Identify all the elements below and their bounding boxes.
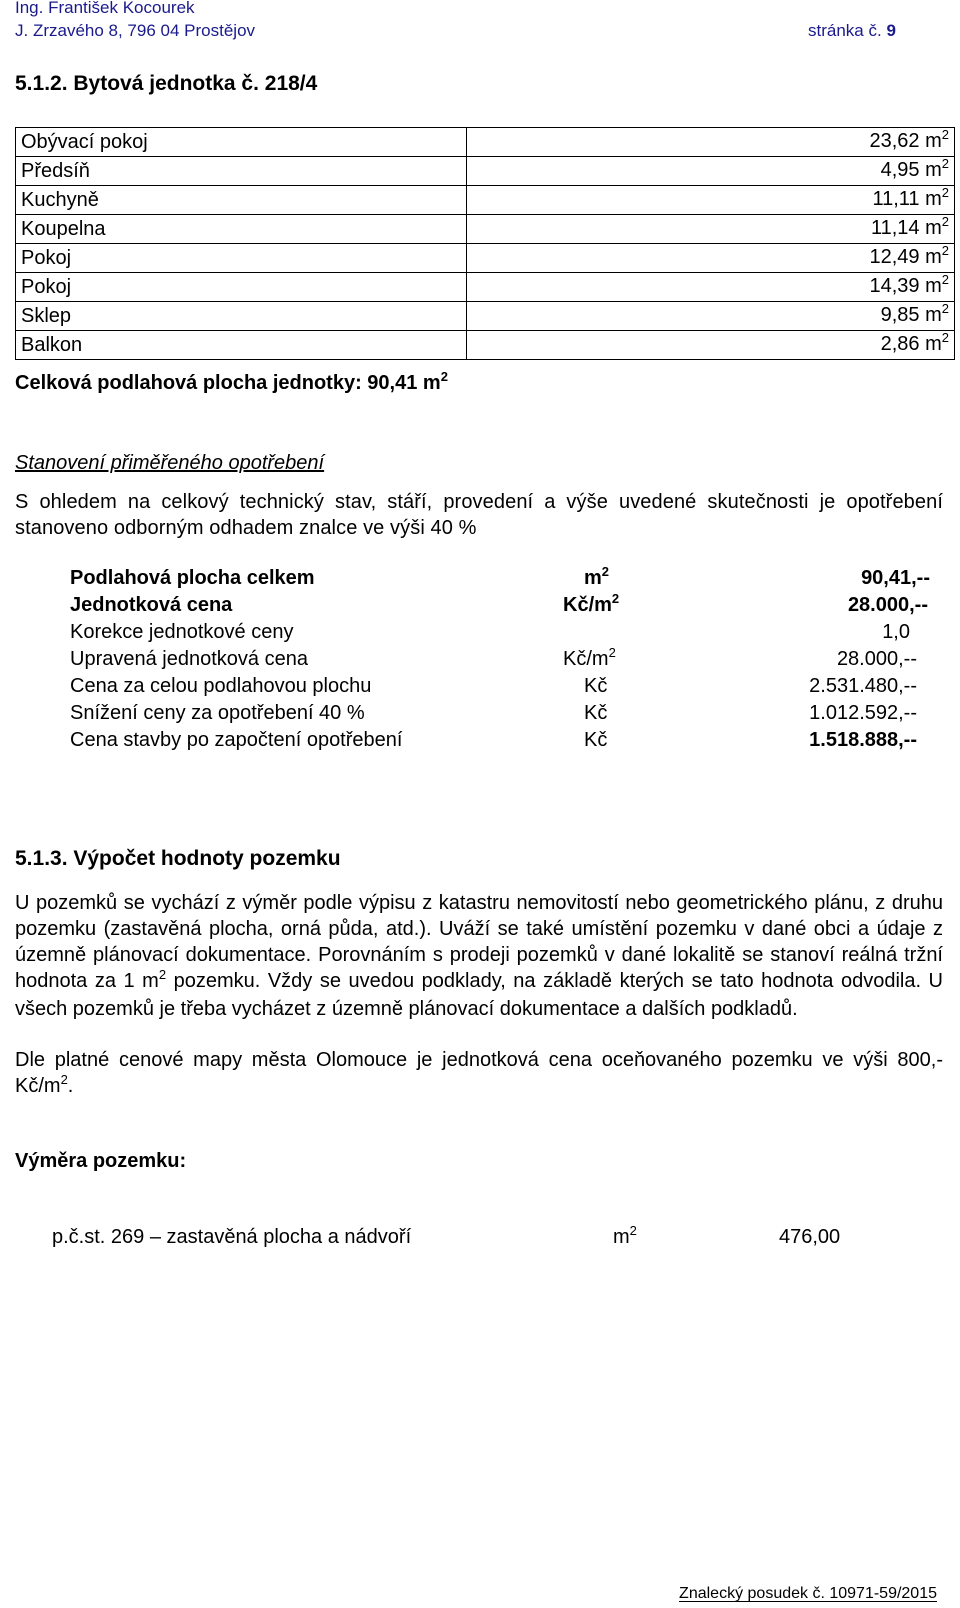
unit-text: Kč/m bbox=[563, 648, 609, 670]
para-text: . bbox=[67, 1075, 74, 1097]
superscript: 2 bbox=[941, 243, 949, 258]
parcel-unit bbox=[613, 1223, 637, 1249]
room-row bbox=[16, 157, 955, 186]
superscript: 2 bbox=[941, 272, 949, 287]
valuation-row bbox=[70, 564, 930, 593]
room-area-text: 12,49 m bbox=[869, 246, 942, 268]
room-area-text: 14,39 m bbox=[869, 275, 942, 297]
unit-text: m bbox=[613, 1226, 630, 1248]
superscript: 2 bbox=[158, 967, 167, 982]
para-text: Dle platné cenové mapy města Olomouce je jednotková cena oceňovaného pozemku ve výši 800,- Kč/m bbox=[15, 1049, 943, 1097]
superscript: 2 bbox=[941, 156, 949, 171]
room-area bbox=[467, 273, 955, 302]
room-row bbox=[16, 128, 955, 157]
superscript: 2 bbox=[941, 330, 949, 345]
room-area bbox=[467, 157, 955, 186]
wear-heading: Stanovení přiměřeného opotřebení bbox=[15, 452, 325, 474]
room-row bbox=[16, 273, 955, 302]
superscript: 2 bbox=[941, 185, 949, 200]
superscript: 2 bbox=[941, 127, 949, 142]
superscript: 2 bbox=[941, 214, 949, 229]
row-value: 28.000,-- bbox=[836, 648, 917, 670]
room-area-text: 11,11 m bbox=[872, 188, 942, 210]
row-label: Podlahová plocha celkem bbox=[70, 567, 315, 589]
room-row bbox=[16, 215, 955, 244]
room-area bbox=[467, 186, 955, 215]
valuation-row bbox=[70, 675, 930, 701]
para-text: pozemku. Vždy se uvedou podklady, na základě kterých se tato hodnota odvodila. U všech pozemků je třeba vycházet z územně plánovací dokumentace a dalších podkladů. bbox=[15, 970, 943, 1020]
room-area bbox=[467, 244, 955, 273]
row-unit bbox=[584, 564, 610, 590]
room-name: Pokoj bbox=[16, 244, 467, 273]
superscript: 2 bbox=[601, 564, 610, 579]
row-unit: Kč bbox=[584, 675, 608, 697]
room-row bbox=[16, 331, 955, 360]
section-title-land: 5.1.3. Výpočet hodnoty pozemku bbox=[15, 847, 341, 870]
superscript: 2 bbox=[440, 369, 448, 384]
report-footer bbox=[679, 1585, 937, 1602]
page-indicator bbox=[808, 21, 896, 41]
room-name: Koupelna bbox=[16, 215, 467, 244]
author-name: Ing. František Kocourek bbox=[15, 0, 195, 17]
room-name: Balkon bbox=[16, 331, 467, 360]
row-value: 1,0 bbox=[882, 621, 910, 643]
wear-paragraph: S ohledem na celkový technický stav, stáří, provedení a výše uvedené skutečnosti je opotřebení stanoveno odborným odhadem znalce ve výši 40 % bbox=[15, 491, 943, 539]
row-value: 1.012.592,-- bbox=[809, 702, 917, 724]
parcel-row bbox=[52, 1223, 932, 1252]
room-area bbox=[467, 128, 955, 157]
room-name: Pokoj bbox=[16, 273, 467, 302]
room-area-text: 11,14 m bbox=[870, 217, 942, 239]
author-address: J. Zrzavého 8, 796 04 Prostějov bbox=[15, 21, 256, 40]
superscript: 2 bbox=[608, 645, 616, 660]
room-area-text: 23,62 m bbox=[869, 130, 942, 152]
row-label: Cena za celou podlahovou plochu bbox=[70, 675, 372, 697]
row-value: 28.000,-- bbox=[847, 594, 928, 616]
row-unit bbox=[563, 591, 620, 617]
room-area bbox=[467, 331, 955, 360]
valuation-row bbox=[70, 591, 930, 620]
row-label: Upravená jednotková cena bbox=[70, 648, 308, 670]
room-name: Obývací pokoj bbox=[16, 128, 467, 157]
row-label: Korekce jednotkové ceny bbox=[70, 621, 294, 643]
section-title-unit: 5.1.2. Bytová jednotka č. 218/4 bbox=[15, 72, 318, 95]
room-row bbox=[16, 244, 955, 273]
room-area-text: 9,85 m bbox=[880, 304, 942, 326]
row-value: 1.518.888,-- bbox=[809, 729, 917, 751]
valuation-row bbox=[70, 702, 930, 728]
unit-text: m bbox=[584, 567, 602, 589]
valuation-row bbox=[70, 645, 930, 674]
superscript: 2 bbox=[611, 591, 620, 606]
total-area bbox=[15, 369, 448, 395]
parcel-value: 476,00 bbox=[779, 1226, 841, 1248]
total-area-text: Celková podlahová plocha jednotky: 90,41 m bbox=[15, 372, 441, 394]
room-name: Sklep bbox=[16, 302, 467, 331]
room-name: Kuchyně bbox=[16, 186, 467, 215]
superscript: 2 bbox=[629, 1223, 637, 1238]
page-label: stránka č. bbox=[808, 21, 882, 40]
rooms-table bbox=[15, 127, 955, 360]
row-unit bbox=[563, 645, 616, 671]
footer-text: Znalecký posudek č. 10971-59/2015 bbox=[679, 1585, 937, 1602]
valuation-row bbox=[70, 621, 930, 647]
row-label: Cena stavby po započtení opotřebení bbox=[70, 729, 403, 751]
row-value: 90,41,-- bbox=[861, 567, 930, 589]
row-unit: Kč bbox=[584, 729, 608, 751]
row-unit: Kč bbox=[584, 702, 608, 724]
row-value: 2.531.480,-- bbox=[809, 675, 917, 697]
row-label: Snížení ceny za opotřebení 40 % bbox=[70, 702, 365, 724]
valuation-row bbox=[70, 729, 930, 755]
room-area-text: 4,95 m bbox=[880, 159, 942, 181]
area-heading: Výměra pozemku: bbox=[15, 1150, 187, 1172]
parcel-label: p.č.st. 269 – zastavěná plocha a nádvoří bbox=[52, 1226, 412, 1248]
row-label: Jednotková cena bbox=[70, 594, 233, 616]
room-area bbox=[467, 302, 955, 331]
unit-text: Kč/m bbox=[563, 594, 612, 616]
superscript: 2 bbox=[60, 1072, 68, 1087]
page-number: 9 bbox=[886, 21, 896, 40]
superscript: 2 bbox=[941, 301, 949, 316]
land-paragraph-1 bbox=[15, 890, 943, 1022]
room-row bbox=[16, 302, 955, 331]
room-row bbox=[16, 186, 955, 215]
land-paragraph-2 bbox=[15, 1047, 943, 1101]
room-area bbox=[467, 215, 955, 244]
room-name: Předsíň bbox=[16, 157, 467, 186]
para-text: U pozemků se vychází z výměr podle výpisu z katastru nemovitostí nebo geometrického plánu, z druhu pozemku (zastavěná plocha, orná půda, atd.). Uváží se také umístění pozemku v dané obci a údaje z územně plánovací dokumentace. Porovnáním s prodeji pozemků v dané lokalitě se stanoví reálná tržní hodnota za 1 m bbox=[15, 892, 943, 992]
room-area-text: 2,86 m bbox=[880, 333, 942, 355]
